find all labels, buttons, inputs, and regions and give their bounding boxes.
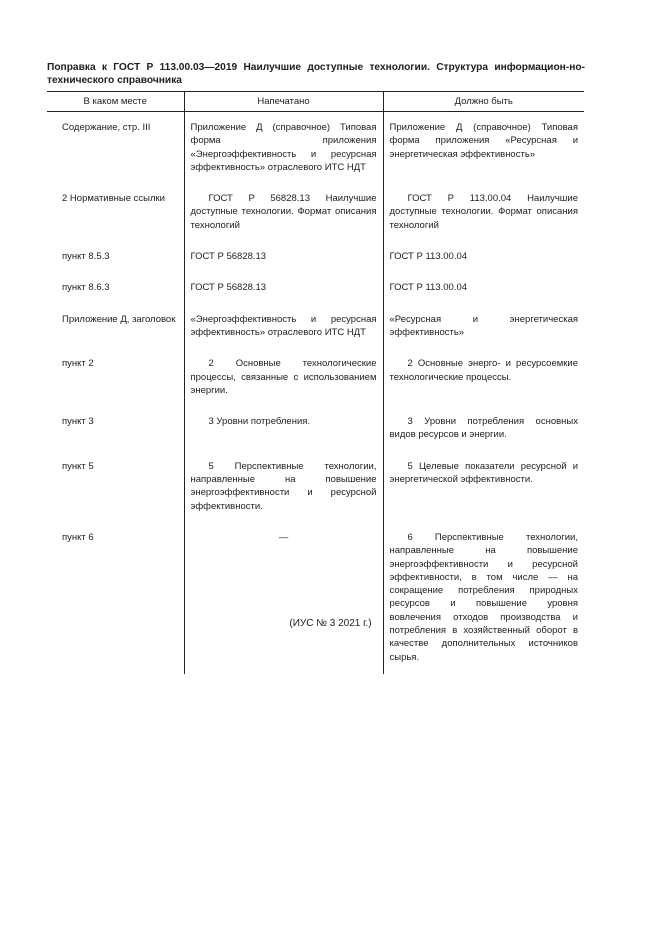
document-title: Поправка к ГОСТ Р 113.00.03—2019 Наилучшие доступные технологии. Структура информацион-но-технического справочника <box>47 62 585 86</box>
row-printed: — <box>184 523 383 674</box>
table-row <box>47 305 584 350</box>
column-header-printed: Напечатано <box>184 92 383 112</box>
row-place: пункт 5 <box>62 460 94 472</box>
row-should-be: 6 Перспективные технологии, направленные на повышение энергоэффективности и ресурсной эффективности, в том числе — на сокращение потребления природных ресурсов и повышение уровня вовлечения отходов производства и потребления в хозяйственный оборот в качестве дополнительных источников сырья. <box>383 523 584 674</box>
correction-table <box>47 91 584 674</box>
row-place: пункт 6 <box>62 531 94 543</box>
row-place: пункт 8.6.3 <box>62 282 110 294</box>
row-should-be: 2 Основные энерго- и ресурсоемкие технологические процессы. <box>383 349 584 407</box>
publication-note: (ИУС № 3 2021 г.) <box>289 618 372 629</box>
table-row <box>47 407 584 452</box>
table-row <box>47 523 584 674</box>
row-printed: 3 Уровни потребления. <box>184 407 383 452</box>
row-should-be: 5 Целевые показатели ресурсной и энергетической эффективности. <box>383 452 584 523</box>
column-header-should-be: Должно быть <box>383 92 584 112</box>
row-should-be: ГОСТ Р 113.00.04 <box>383 273 584 304</box>
row-place: пункт 2 <box>62 358 94 370</box>
table-row <box>47 242 584 273</box>
table-row <box>47 349 584 407</box>
table-row <box>47 184 584 242</box>
row-should-be: ГОСТ Р 113.00.04 Наилучшие доступные технологии. Формат описания технологий <box>383 184 584 242</box>
row-place: Содержание, стр. III <box>62 122 151 133</box>
row-place: 2 Нормативные ссылки <box>62 193 165 205</box>
row-printed: Приложение Д (справочное) Типовая форма приложения «Энергоэффективность и ресурсная эффективность» отраслевого ИТС НДТ <box>184 112 383 185</box>
column-header-place: В каком месте <box>47 92 184 112</box>
table-header-row <box>47 92 584 112</box>
row-printed: ГОСТ Р 56828.13 Наилучшие доступные технологии. Формат описания технологий <box>184 184 383 242</box>
row-printed: 5 Перспективные технологии, направленные на повышение энергоэффективности и ресурсной эффективности. <box>184 452 383 523</box>
row-place: Приложение Д, заголовок <box>62 313 176 325</box>
table-row <box>47 452 584 523</box>
row-should-be: «Ресурсная и энергетическая эффективность» <box>383 305 584 350</box>
row-should-be: Приложение Д (справочное) Типовая форма приложения «Ресурсная и энергетическая эффективность» <box>383 112 584 185</box>
table-row <box>47 273 584 304</box>
row-should-be: 3 Уровни потребления основных видов ресурсов и энергии. <box>383 407 584 452</box>
row-printed: 2 Основные технологические процессы, связанные с использованием энергии. <box>184 349 383 407</box>
row-should-be: ГОСТ Р 113.00.04 <box>383 242 584 273</box>
row-printed: «Энергоэффективность и ресурсная эффективность» отраслевого ИТС НДТ <box>184 305 383 350</box>
table-row <box>47 112 584 185</box>
row-place: пункт 3 <box>62 416 94 428</box>
row-printed: ГОСТ Р 56828.13 <box>184 242 383 273</box>
row-place: пункт 8.5.3 <box>62 251 110 263</box>
row-printed: ГОСТ Р 56828.13 <box>184 273 383 304</box>
